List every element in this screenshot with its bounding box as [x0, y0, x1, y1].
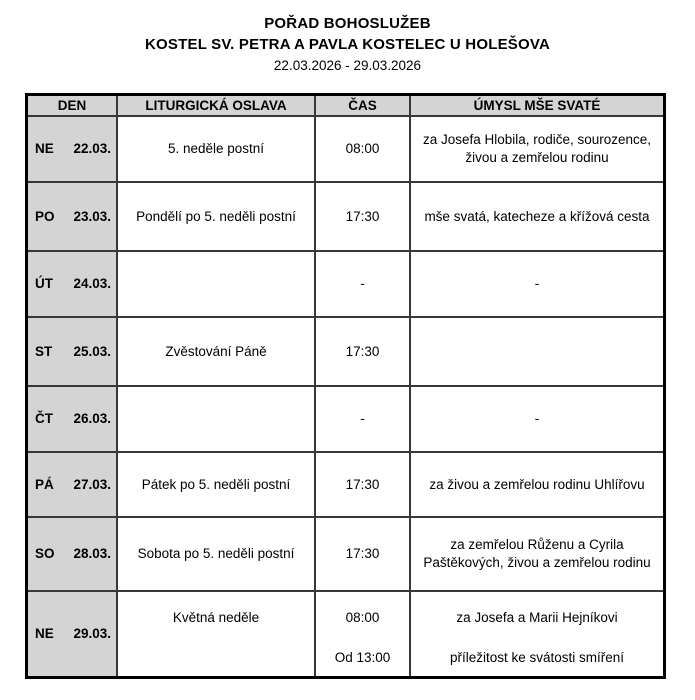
celebration-cell [118, 252, 316, 316]
celebration-cell [118, 387, 316, 451]
day-date: 25.03. [73, 343, 111, 359]
day-cell [28, 592, 118, 676]
schedule-table [25, 93, 666, 679]
table-row [28, 318, 663, 387]
celebration-cell: 5. neděle postní [118, 117, 316, 181]
celebration-cell: Sobota po 5. neděli postní [118, 518, 316, 590]
day-date: 23.03. [73, 208, 111, 224]
time-cell [316, 592, 411, 676]
celebration-cell: Pondělí po 5. neděli postní [118, 183, 316, 250]
table-row [28, 252, 663, 318]
intention-entry-2: příležitost ke svátosti smíření [449, 650, 625, 665]
day-cell [28, 318, 118, 385]
day-date: 22.03. [73, 141, 111, 156]
day-abbrev: SO [35, 546, 55, 561]
day-date: 28.03. [73, 546, 111, 561]
day-abbrev: NE [35, 141, 54, 156]
day-abbrev: NE [35, 626, 54, 641]
day-abbrev: PÁ [35, 476, 54, 492]
intention-cell: mše svatá, katecheze a křížová cesta [424, 208, 650, 224]
table-row [28, 453, 663, 518]
column-header-den: DEN [28, 96, 118, 115]
day-date: 26.03. [73, 411, 111, 426]
intention-entry: za Josefa a Marii Hejníkovi [456, 610, 618, 625]
time-cell: 17:30 [316, 453, 411, 516]
celebration-cell: Pátek po 5. neděli postní [118, 453, 316, 516]
day-cell [28, 453, 118, 516]
time-cell: 17:30 [316, 318, 411, 385]
title-block [0, 0, 695, 76]
day-abbrev: ČT [35, 411, 53, 426]
day-cell [28, 518, 118, 590]
time-cell: - [316, 387, 411, 451]
time-entry-2: Od 13:00 [334, 650, 391, 665]
day-abbrev: PO [35, 208, 55, 224]
column-header-umysl-mse-svate: ÚMYSL MŠE SVATÉ [411, 96, 663, 115]
time-cell: - [316, 252, 411, 316]
table-row [28, 183, 663, 252]
table-row [28, 117, 663, 183]
time-cell: 17:30 [316, 518, 411, 590]
time-entry: 08:00 [345, 610, 380, 625]
intention-cell: za živou a zemřelou rodinu Uhlířovu [429, 476, 645, 492]
day-date: 27.03. [73, 476, 111, 492]
day-abbrev: ÚT [35, 276, 53, 291]
intention-cell [411, 318, 663, 385]
day-cell [28, 183, 118, 250]
time-cell: 17:30 [316, 183, 411, 250]
celebration-entry: Květná neděle [172, 610, 260, 625]
column-header-cas: ČAS [316, 96, 411, 115]
column-header-liturgicka-oslava: LITURGICKÁ OSLAVA [118, 96, 316, 115]
day-cell [28, 117, 118, 181]
table-header-row [28, 96, 663, 117]
celebration-cell [118, 592, 316, 676]
intention-cell: - [534, 411, 540, 426]
day-cell [28, 252, 118, 316]
table-row [28, 592, 663, 676]
table-row [28, 387, 663, 453]
intention-cell: za zemřelou Růženu a Cyrila Paštěkových, živou a zemřelou rodinu [423, 537, 651, 570]
table-row [28, 518, 663, 592]
celebration-entry-2 [118, 646, 314, 676]
church-name: KOSTEL SV. PETRA A PAVLA KOSTELEC U HOLEŠOVA [145, 36, 550, 53]
intention-cell [411, 592, 663, 676]
page-title: POŘAD BOHOSLUŽEB [264, 15, 431, 32]
celebration-cell: Zvěstování Páně [118, 318, 316, 385]
date-range: 22.03.2026 - 29.03.2026 [273, 58, 422, 73]
day-date: 29.03. [73, 626, 111, 641]
time-cell: 08:00 [316, 117, 411, 181]
intention-cell: - [534, 276, 540, 291]
day-abbrev: ST [35, 343, 53, 359]
intention-cell: za Josefa Hlobila, rodiče, sourozence, živou a zemřelou rodinu [422, 132, 652, 165]
day-cell [28, 387, 118, 451]
day-date: 24.03. [73, 276, 111, 291]
